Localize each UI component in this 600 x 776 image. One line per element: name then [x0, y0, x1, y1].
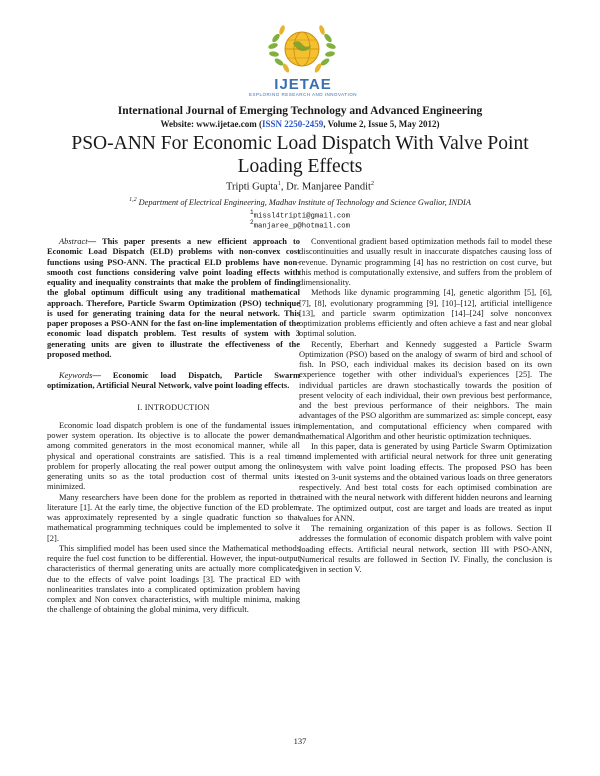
author-1-sup: 1 [277, 181, 281, 187]
paper-title [40, 132, 560, 178]
paragraph: In this paper, data is generated by using Particle Swarm Optimization and implemented with artificial neural network for three unit generating system with valve point loading effects. The proposed PSO has been tested on 3-unit systems and the obtained various loads on three generators respectively. And best total costs for each optimised combination are trained with the neural network with different hidden neurons and learning rate. The optimized output, cost are target and loads are treated as input values for ANN. [299, 441, 552, 523]
section-heading-introduction: I. INTRODUCTION [137, 402, 210, 412]
journal-name: International Journal of Emerging Technology and Advanced Engineering [117, 105, 483, 117]
abstract-label: Abstract [59, 236, 88, 246]
affiliation-text: Department of Electrical Engineering, Madhav Institute of Technology and Science Gwalior, INDIA [136, 197, 471, 207]
paragraph: Economic load dispatch problem is one of the fundamental issues in power system operation. Its objective is to allocate the power demand among commited generators in the most economical manner, while all physical and operational constraints are satisfied. This is a real time problem for properly allocating the real power output among the online generating units so as the total production cost of thermal units is minimized. [47, 419, 300, 492]
abstract-text: — This paper presents a new efficient approach to Economic Load Dispatch (ELD) problems with non-convex cost functions using PSO-ANN. The practical ELD problems have non-smooth cost functions considering valve point loading effects with equality and inequality constraints that make the problem of finding the global optimum difficult using any traditional mathematical approach. Therefore, Particle Swarm Optimization (PSO) technique is used for generating training data for the neural network. This paper proposes a PSO-ANN for the fast on-line implementation of the economic load dispatch problem. Test results of system with 3 generating units are given to illustrate the effectiveness of the proposed method. [47, 236, 300, 359]
globe-laurel-icon [262, 12, 342, 84]
email-1-sup: 1 [250, 209, 254, 216]
paragraph: The remaining organization of this paper is as follows. Section II addresses the formulation of economic dispatch problem with valve point loading effects. Artificial neural network, section III with PSO-ANN, Numerical results are followed in Section IV. Finally, the conclusion is given in section V. [299, 523, 552, 574]
right-column [299, 236, 552, 574]
keywords-label: Keywords [59, 370, 93, 380]
logo-wordmark: IJETAE [274, 76, 332, 93]
email-2-address[interactable]: manjaree_p@hotmail.com [253, 222, 350, 231]
author-1: Tripti Gupta [226, 181, 278, 193]
affiliation [0, 197, 600, 207]
paper-title-line-2: Loading Effects [237, 156, 363, 177]
author-list [0, 181, 600, 193]
website-suffix: , Volume 2, Issue 5, May 2012) [323, 119, 440, 129]
logo-tagline: EXPLORING RESEARCH AND INNOVATION [248, 92, 358, 97]
keywords-text: — Economic load Dispatch, Particle Swarm optimization, Artificial Neural Network, valve point loading effects. [47, 370, 300, 391]
email-2 [0, 219, 600, 230]
paper-title-line-1: PSO-ANN For Economic Load Dispatch With Valve Point [71, 133, 529, 154]
paragraph: Recently, Eberhart and Kennedy suggested a Particle Swarm Optimization (PSO) based on the analogy of swarm of bird and school of fish. In PSO, each individual makes its decision based on its own experience together with other individual's experiences [25]. The individual particles are drawn stochastically towards the position of present velocity of each individual, their own previous best performance, and the best previous performance of their neighbors. The main advantages of the PSO algorithm are summarized as: simple concept, easy implementation, and computational efficiency when compared with mathematical Algorithm and other heuristic optimization techniques. [299, 338, 552, 441]
paragraph: This simplified model has been used since the Mathematical methods require the fuel cost function to be differential. However, the input-output characteristics of thermal generating units are actually more complicated due to the effects of valve point loadings [3]. The practical ED with nonlinearities translates into a complicated optimization problem having complex and Non convex characteristics, with multiple minima, making the challenge of obtaining the global minima, very difficult. [47, 542, 300, 615]
affiliation-sup: 1,2 [129, 197, 137, 203]
left-column [47, 236, 300, 615]
author-2-sup: 2 [370, 181, 374, 187]
page-number: 137 [293, 736, 307, 746]
paragraph: Many researchers have been done for the problem as reported in the literature [1]. At the early time, the objective function of the ED problem was approximately represented by a single quadratic function so that mathematical programming techniques could be implemented to solve it [2]. [47, 491, 300, 543]
author-2: , Dr. Manjaree Pandit [280, 181, 371, 193]
paragraph: Methods like dynamic programming [4], genetic algorithm [5], [6], [7], [8], evolutionary programming [9], [10]–[12], artificial intelligence [13], and particle swarm optimization [14]–[24] solve nonconvex optimization problems efficiently and often achieve a fast and near global optimal solution. [299, 287, 552, 339]
keywords [47, 370, 300, 391]
email-1-address[interactable]: missl4tripti@gmail.com [253, 212, 350, 221]
issn-link[interactable]: ISSN 2250-2459 [261, 119, 324, 129]
website-prefix: Website: www.ijetae.com ( [160, 119, 262, 129]
abstract [47, 236, 300, 359]
paragraph: Conventional gradient based optimization methods fail to model these discontinuities and usually result in inaccurate dispatches causing loss of revenue. Dynamic programming [4] has no restriction on cost curve, but this method is computationally extensive, and suffers from the problem of dimensionality. [299, 236, 552, 287]
journal-logo [262, 12, 342, 84]
email-2-sup: 2 [250, 219, 254, 226]
journal-website [0, 119, 600, 129]
